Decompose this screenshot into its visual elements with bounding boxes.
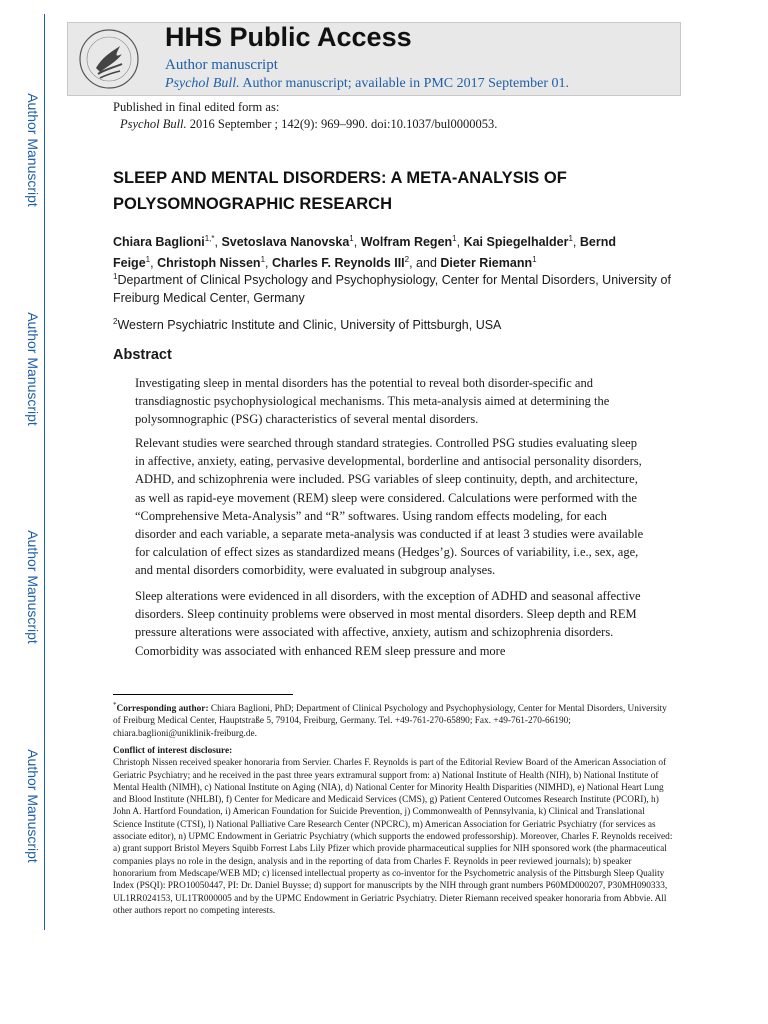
author-name: Bernd Feige — [113, 235, 616, 271]
conflict-of-interest-footnote: Conflict of interest disclosure: Christoph Nissen received speaker honoraria from Servier. Charles F. Reynolds is part of the Editorial Review Board of the American Association of Geriatric Psychiatry; and he received in the past three years extramural support from: a) National Institute of Health (NIH), b) National Institute of Mental Health (NIMH), c) National Institute on Aging (NIA), d) National Center for Minority Health Disparities (NIMHD), e) National Heart Lung and Blood Institute (NHLBI), f) Center for Medicare and Medicaid Services (CMS), g) Patient Centered Outcomes Research Institute (PCORI), h) John A. Hartford Foundation, i) American Foundation for Suicide Prevention, j) Commonwealth of Pennsylvania, k) Clinical and Translational Science Institute (CTSI), l) National Palliative Care Research Center (NPCRC), m) American Association for Geriatric Psychiatry (for services as associate editor), n) UPMC Endowment in Geriatric Psychiatry (which supports the endowed professorship). Moreover, Charles F. Reynolds received: a) grant support Bristol Meyers Squibb Forrest Labs Lily Pfizer which provide pharmaceutical supplies for NIH sponsored work (the pharmaceutical companies plays no role in the design, analysis and in the reporting of data from Charles F. Reynolds in peer reviewed journals); b) speaker honorarium from Medscape/WEB MD; c) licensed intellectual property as co-inventor for the Psychometric analysis of the Pittsburgh Sleep Quality Index (PSQI): PRO10050447, PI: Dr. Daniel Buysse; d) support for manuscripts by the NIH through grant numbers P60MD000207, P30MH090333, UL1RR024153, UL1TR000005 and by the UPMC Endowment in Geriatric Psychiatry. Dieter Riemann received speaker honoraria from Abbvie. All other authors report no competing interests. — [113, 746, 673, 916]
author-name: Svetoslava Nanovska — [221, 235, 350, 250]
abstract-heading: Abstract — [113, 347, 172, 363]
abstract-paragraph: Sleep alterations were evidenced in all disorders, with the exception of ADHD and seasonal affective disorders. Sleep continuity problems were observed in most mental disorders. Sleep depth and REM pressure alterations were associated with affective, anxiety, autism and schizophrenia disorders. Comorbidity was associated with enhanced REM sleep pressure and more — [135, 589, 641, 658]
author-name: Charles F. Reynolds III — [271, 256, 405, 271]
abstract-paragraph: Relevant studies were searched through standard strategies. Controlled PSG studies evaluating sleep in affective, anxiety, eating, pervasive developmental, borderline and antisocial personality disorders, ADHD, and schizophrenia were included. PSG variables of sleep continuity, depth, and architecture, as well as rapid-eye movement (REM) sleep were considered. Calculations were performed with the “Comprehensive Meta-Analysis” and “R” softwares. Using random effects modeling, for each disorder and each variable, a separate meta-analysis was conducted if at least 3 studies were available for calculation of effect sizes as standardized means (Hedges’g). Sources of variability, i.e., sex, age, and mental disorders comorbidity, were evaluated in subgroup analyses. — [135, 436, 644, 578]
author-name: Chiara Baglioni — [113, 235, 205, 250]
author-manuscript-label: Author manuscript — [165, 57, 278, 73]
corresponding-author-footnote: *Corresponding author: Chiara Baglioni, PhD; Department of Clinical Psychology and Psychophysiology, Center for Mental Disorders, University of Freiburg Medical Center, Hauptstraße 5, 79104, Freiburg, Germany. Tel. +49-761-270-65890; Fax. +49-761-270-66190; chiara.baglioni@uniklinik-freiburg.de. — [113, 701, 667, 739]
hhs-public-access-title: HHS Public Access — [165, 22, 412, 52]
article-title: SLEEP AND MENTAL DISORDERS: A META-ANALYSIS OF POLYSOMNOGRAPHIC RESEARCH — [113, 169, 567, 213]
affiliation: $^2$Western Psychiatric Institute and Clinic, University of Pittsburgh, USA — [113, 317, 502, 333]
affiliation: $^1$Department of Clinical Psychology and Psychophysiology, Center for Mental Disorders, University of Freiburg Medical Center, Germany — [113, 272, 671, 306]
author-name: Kai Spiegelhalder — [463, 235, 569, 250]
author-list: Chiara Baglioni$^{1,*}$, Svetoslava Nanovska$^1$, Wolfram Regen$^1$, Kai Spiegelhalder$^1$, Bernd Feige$^1$, Christoph Nissen$^1$, Charles F. Reynolds III$^2$, and Dieter Riemann$^1$ — [113, 234, 616, 271]
author-name: Wolfram Regen — [360, 235, 453, 250]
footnote-divider — [113, 694, 293, 695]
abstract-paragraph: Investigating sleep in mental disorders has the potential to reveal both disorder-specific and transdiagnostic psychophysiological mechanisms. This meta-analysis aimed at determining the polysomnographic (PSG) characteristics of several mental disorders. — [135, 376, 610, 427]
hhs-seal-icon — [78, 28, 140, 90]
citation: Psychol Bull. 2016 September ; 142(9): 969–990. doi:10.1037/bul0000053. — [120, 117, 498, 131]
conflict-heading: Conflict of interest disclosure: — [113, 746, 233, 756]
pmc-availability: Psychol Bull. Author manuscript; available in PMC 2017 September 01. — [165, 76, 570, 91]
author-name: Dieter Riemann — [440, 256, 533, 271]
published-in-label: Published in final edited form as: — [113, 100, 280, 114]
author-name: Christoph Nissen — [157, 256, 261, 271]
sidebar-rule — [44, 14, 45, 930]
